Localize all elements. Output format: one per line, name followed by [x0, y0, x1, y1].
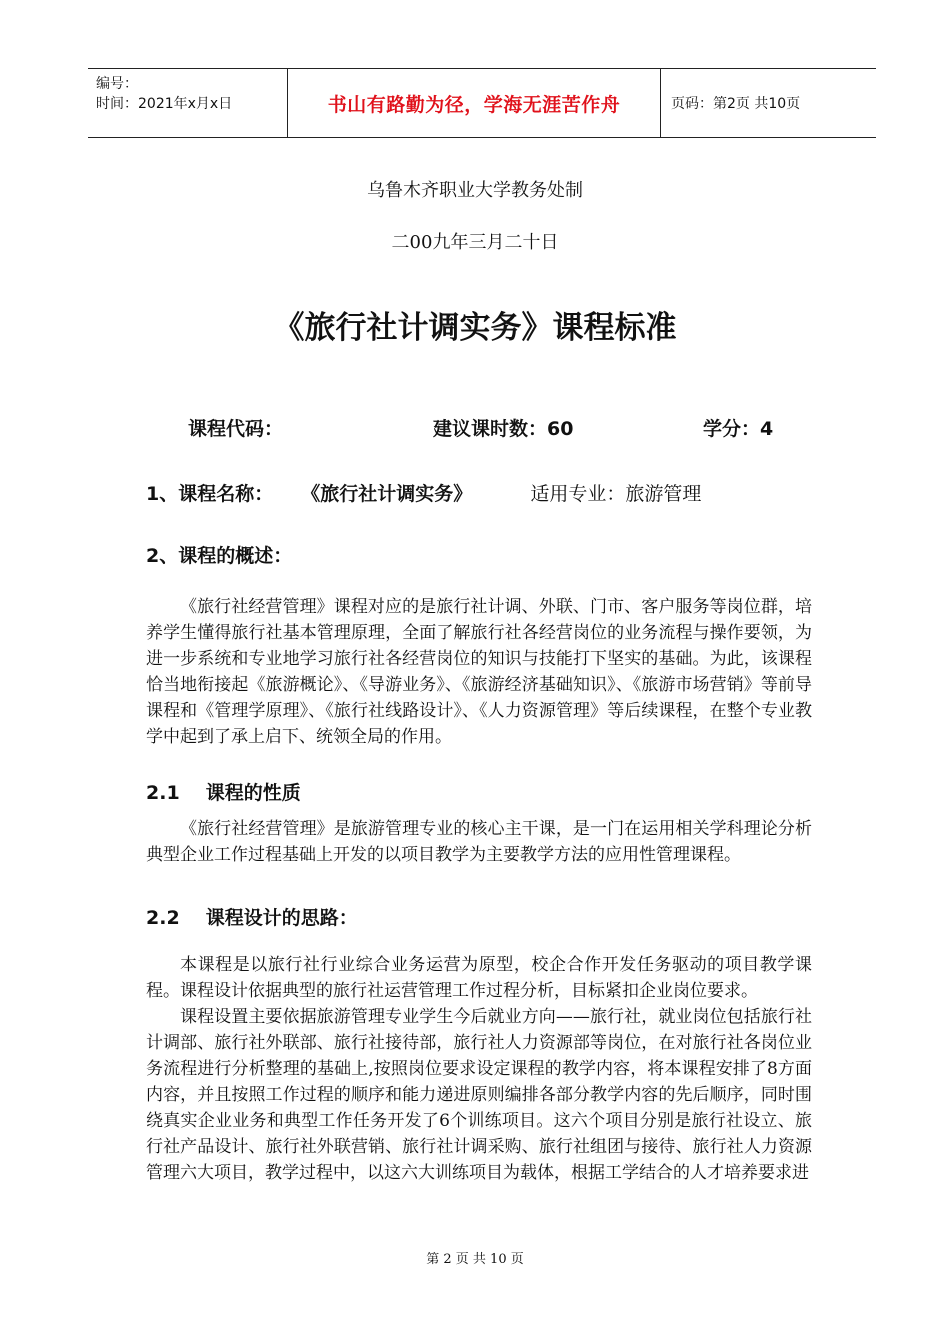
page-header	[88, 68, 876, 138]
section-2-1-paragraph	[146, 816, 812, 868]
motto-text: 书山有路勤为径，学海无涯苦作舟	[327, 93, 621, 116]
section-1-label: 1、课程名称：	[146, 483, 274, 505]
header-motto-cell	[288, 69, 661, 137]
section-2-1-heading	[146, 778, 301, 805]
section-1-line	[146, 479, 701, 506]
course-code-label: 课程代码：	[188, 418, 284, 440]
major-label: 适用专业：旅游管理	[530, 483, 702, 505]
section-2-2-heading	[146, 903, 358, 930]
section-2-2-number: 2.2	[146, 907, 180, 929]
time-label: 时间：2021年x月x日	[96, 96, 233, 112]
overview-text: 《旅行社经营管理》课程对应的是旅行社计调、外联、门市、客户服务等岗位群，培养学生懂得旅行社基本管理原理，全面了解旅行社各经营岗位的业务流程与操作要领，为进一步系统和专业地学习旅行社各经营岗位的知识与技能打下坚实的基础。为此，该课程恰当地衔接起《旅游概论》、《导游业务》、《旅游经济基础知识》、《旅游市场营销》等前导课程和《管理学原理》、《旅行社线路设计》、《人力资源管理》等后续课程，在整个专业教学中起到了承上启下、统领全局的作用。	[146, 597, 812, 747]
page-label: 页码：第2页 共10页	[671, 96, 801, 112]
course-credits-label: 学分：4	[703, 418, 774, 440]
course-hours-label: 建议课时数：60	[433, 418, 574, 440]
page-footer: 第 2 页 共 10 页	[426, 1252, 524, 1267]
design-text-1: 本课程是以旅行社行业综合业务运营为原型，校企合作开发任务驱动的项目教学课程。课程设计依据典型的旅行社运营管理工作过程分析，目标紧扣企业岗位要求。	[146, 955, 812, 1001]
issuer-line: 乌鲁木齐职业大学教务处制	[367, 180, 583, 201]
section-2-2-paragraphs	[146, 952, 812, 1186]
section-2-paragraph	[146, 594, 812, 750]
section-2-1-number: 2.1	[146, 782, 180, 804]
header-info-cell	[88, 69, 288, 137]
section-2-heading	[146, 541, 292, 568]
course-name: 《旅行社计调实务》	[301, 483, 473, 505]
section-2-2-title: 课程设计的思路：	[205, 907, 358, 929]
section-2-heading-text: 2、课程的概述：	[146, 545, 293, 567]
section-2-1-title: 课程的性质	[205, 782, 301, 804]
design-text-2: 课程设置主要依据旅游管理专业学生今后就业方向——旅行社，就业岗位包括旅行社计调部、旅行社外联部、旅行社接待部，旅行社人力资源部等岗位，在对旅行社各岗位业务流程进行分析整理的基础上,按照岗位要求设定课程的教学内容，将本课程安排了8方面内容，并且按照工作过程的顺序和能力递进原则编排各部分教学内容的先后顺序，同时围绕真实企业业务和典型工作任务开发了6个训练项目。这六个项目分别是旅行社设立、旅行社产品设计、旅行社外联营销、旅行社计调采购、旅行社组团与接待、旅行社人力资源管理六大项目，教学过程中，以这六大训练项目为载体，根据工学结合的人才培养要求进	[146, 1007, 812, 1183]
header-page-cell	[661, 69, 876, 137]
date-line: 二00九年三月二十日	[391, 232, 559, 253]
number-label: 编号：	[96, 76, 138, 92]
document-title: 《旅行社计调实务》课程标准	[273, 310, 677, 346]
nature-text: 《旅行社经营管理》是旅游管理专业的核心主干课，是一门在运用相关学科理论分析典型企业工作过程基础上开发的以项目教学为主要教学方法的应用性管理课程。	[146, 819, 812, 865]
